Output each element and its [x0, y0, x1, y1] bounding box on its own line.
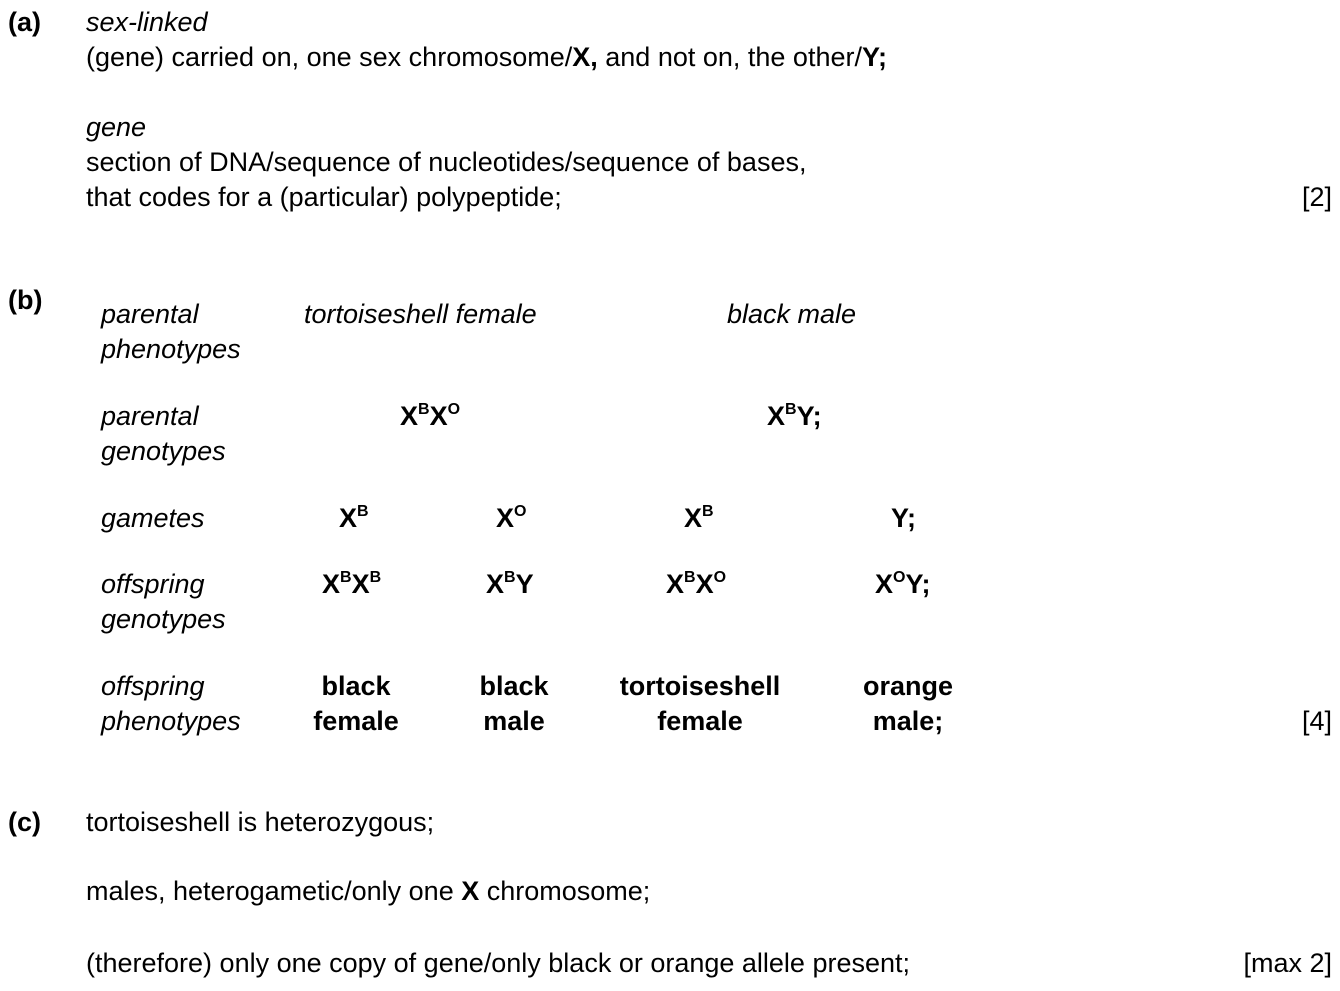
offspring-phenotype-2: black male — [479, 671, 549, 736]
part-b-label: (b) — [8, 285, 43, 315]
part-c-point-2: males, heterogametic/only one X chromosome; — [86, 876, 651, 906]
row-label-offspring-genotypes-1: offspring — [101, 569, 205, 599]
part-c-point-3: (therefore) only one copy of gene/only black or orange allele present; — [86, 948, 911, 978]
term-sex-linked: sex-linked — [86, 7, 208, 37]
row-label-parental-phenotypes-2: phenotypes — [101, 334, 241, 364]
female-parent-phenotype: tortoiseshell female — [304, 299, 537, 329]
offspring-phenotype-3: tortoiseshell female — [619, 671, 781, 736]
row-label-parental-phenotypes-1: parental — [101, 299, 199, 329]
row-label-offspring-phenotypes-1: offspring — [101, 671, 205, 701]
part-b-marks: [4] — [1301, 706, 1332, 736]
part-c-label: (c) — [8, 807, 41, 837]
part-c-point-1: tortoiseshell is heterozygous; — [86, 807, 435, 837]
offspring-genotype-4: $X^OY$; — [875, 569, 931, 599]
row-label-gametes: gametes — [101, 503, 205, 533]
row-label-offspring-genotypes-2: genotypes — [101, 604, 226, 634]
term-gene: gene — [86, 112, 147, 142]
female-parent-genotype: $X^BX^O$ — [400, 401, 461, 431]
offspring-genotype-1: $X^BX^B$ — [322, 569, 382, 599]
definition-gene-line1: section of DNA/sequence of nucleotides/sequence of bases, — [86, 147, 807, 177]
part-c-marks: [max 2] — [1243, 948, 1332, 978]
gamete-3: $X^B$ — [684, 503, 714, 533]
male-parent-genotype: $X^BY$; — [767, 401, 822, 431]
male-parent-phenotype: black male — [727, 299, 857, 329]
offspring-phenotype-4: orange male; — [862, 671, 954, 736]
gamete-2: $X^O$ — [496, 503, 527, 533]
offspring-phenotype-1: black female — [313, 671, 399, 736]
part-a-label: (a) — [8, 7, 41, 37]
row-label-offspring-phenotypes-2: phenotypes — [101, 706, 241, 736]
offspring-genotype-2: $X^BY$ — [486, 569, 534, 599]
gamete-1: $X^B$ — [339, 503, 369, 533]
row-label-parental-genotypes-1: parental — [101, 401, 199, 431]
offspring-genotype-3: $X^BX^O$ — [666, 569, 727, 599]
definition-sex-linked: (gene) carried on, one sex chromosome/X, and not on, the other/Y; — [86, 42, 887, 72]
gamete-4: Y; — [891, 503, 916, 533]
row-label-parental-genotypes-2: genotypes — [101, 436, 226, 466]
definition-gene-line2: that codes for a (particular) polypeptide; — [86, 182, 562, 212]
part-a-marks: [2] — [1301, 182, 1332, 212]
